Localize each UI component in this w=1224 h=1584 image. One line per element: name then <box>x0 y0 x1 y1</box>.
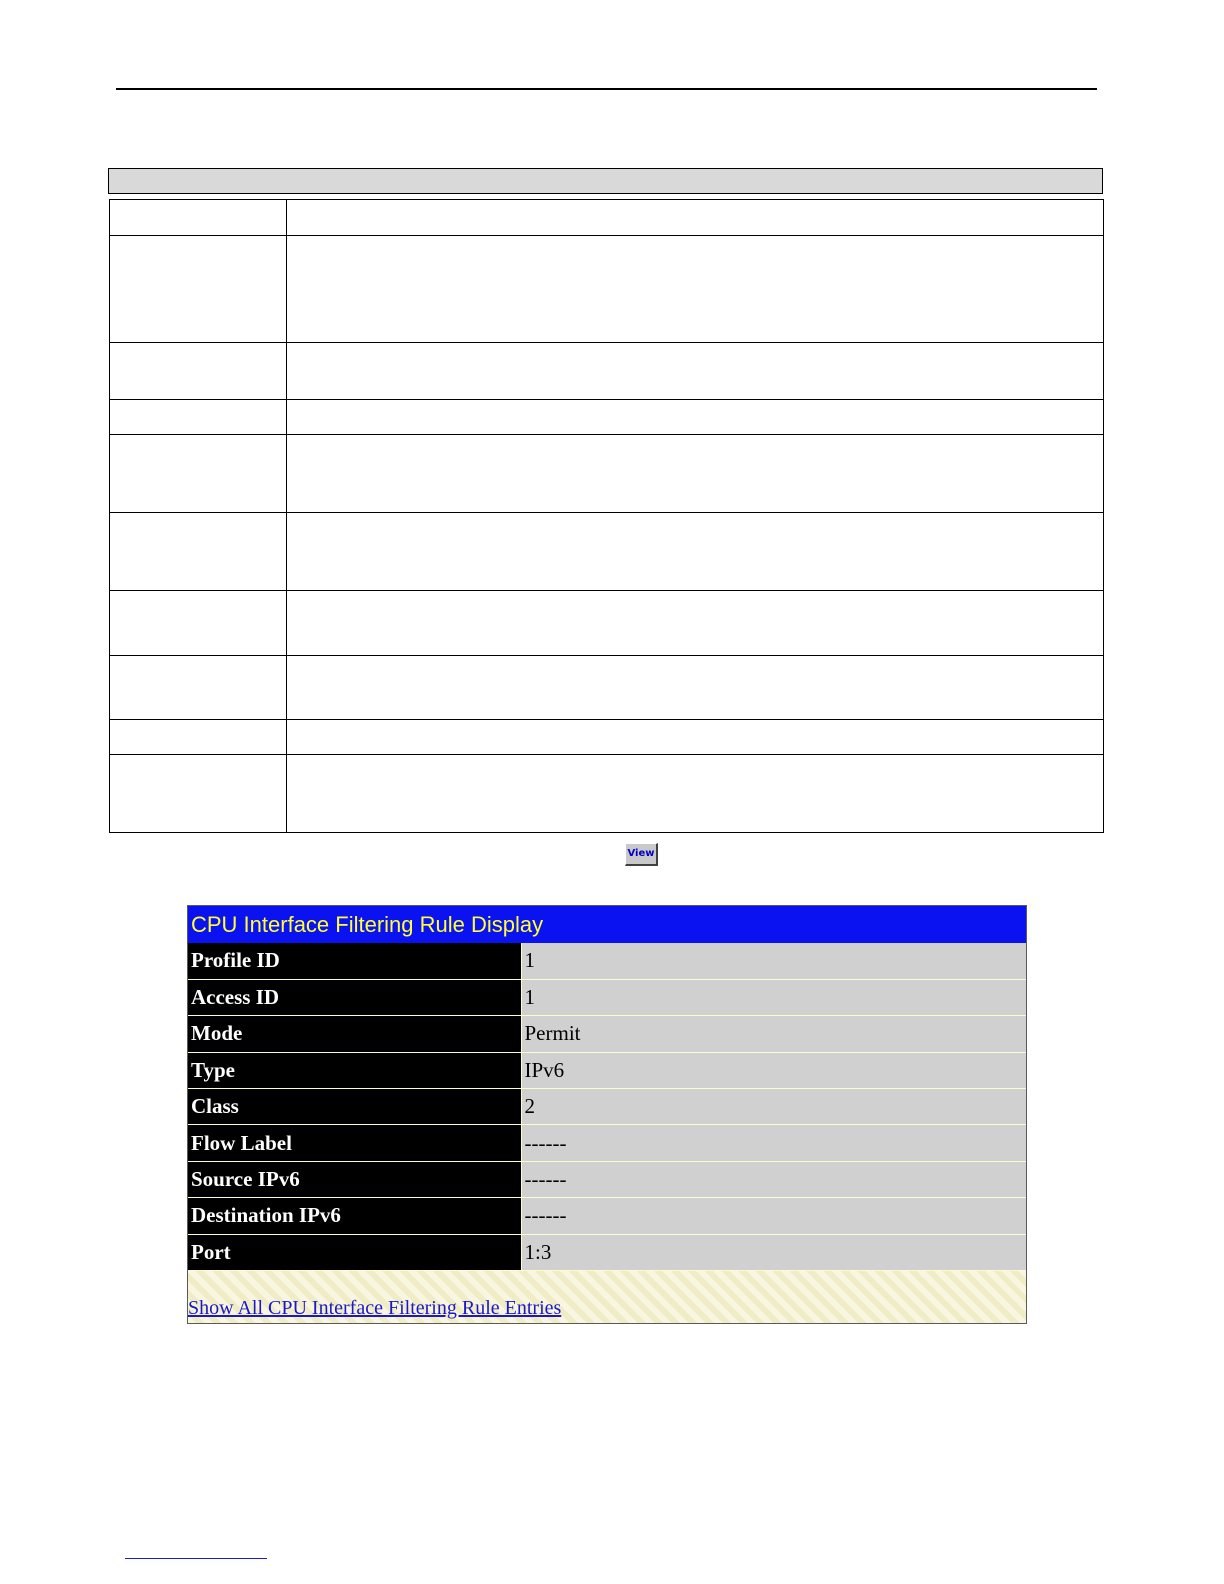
row-label-source-ipv6: Source IPv6 <box>188 1161 521 1197</box>
table-row <box>188 1052 1026 1088</box>
row-value-type: IPv6 <box>521 1052 1026 1088</box>
description-cell <box>287 200 1104 236</box>
parameter-cell <box>110 343 287 400</box>
row-value-port: 1:3 <box>521 1234 1026 1270</box>
row-label-flow-label: Flow Label <box>188 1125 521 1161</box>
row-value-flow-label: ------ <box>521 1125 1026 1161</box>
description-cell <box>287 755 1104 833</box>
row-label-type: Type <box>188 1052 521 1088</box>
parameter-cell <box>110 656 287 720</box>
parameter-description-table <box>109 199 1104 833</box>
page-header-rule <box>116 88 1097 90</box>
row-label-destination-ipv6: Destination IPv6 <box>188 1198 521 1234</box>
description-cell <box>287 343 1104 400</box>
parameter-cell <box>110 435 287 513</box>
row-value-source-ipv6: ------ <box>521 1161 1026 1197</box>
row-value-profile-id: 1 <box>521 943 1026 979</box>
parameter-cell <box>110 513 287 591</box>
cpu-filtering-rule-display-screenshot <box>187 905 1027 1324</box>
parameter-cell <box>110 236 287 343</box>
view-button[interactable]: View <box>625 843 658 866</box>
row-value-access-id: 1 <box>521 979 1026 1015</box>
table-row <box>188 1125 1026 1161</box>
parameter-cell <box>110 720 287 755</box>
table-row <box>188 1089 1026 1125</box>
table-row <box>188 1161 1026 1197</box>
table-row <box>188 1198 1026 1234</box>
row-label-port: Port <box>188 1234 521 1270</box>
parameter-table-header <box>108 168 1103 194</box>
row-label-access-id: Access ID <box>188 979 521 1015</box>
show-all-entries-link[interactable]: Show All CPU Interface Filtering Rule Entries <box>188 1297 562 1319</box>
description-cell <box>287 656 1104 720</box>
parameter-cell <box>110 200 287 236</box>
table-row <box>188 979 1026 1015</box>
description-cell <box>287 236 1104 343</box>
row-label-mode: Mode <box>188 1016 521 1052</box>
row-value-class: 2 <box>521 1089 1026 1125</box>
description-cell <box>287 720 1104 755</box>
rule-detail-table <box>188 943 1026 1271</box>
display-title: CPU Interface Filtering Rule Display <box>188 906 1026 943</box>
description-cell <box>287 435 1104 513</box>
table-row <box>188 943 1026 979</box>
description-cell <box>287 513 1104 591</box>
row-label-class: Class <box>188 1089 521 1125</box>
description-cell <box>287 591 1104 656</box>
parameter-cell <box>110 400 287 435</box>
footer-rule <box>125 1558 267 1559</box>
parameter-cell <box>110 591 287 656</box>
description-cell <box>287 400 1104 435</box>
table-row <box>188 1016 1026 1052</box>
row-value-destination-ipv6: ------ <box>521 1198 1026 1234</box>
table-row <box>188 1234 1026 1270</box>
row-label-profile-id: Profile ID <box>188 943 521 979</box>
parameter-cell <box>110 755 287 833</box>
row-value-mode: Permit <box>521 1016 1026 1052</box>
